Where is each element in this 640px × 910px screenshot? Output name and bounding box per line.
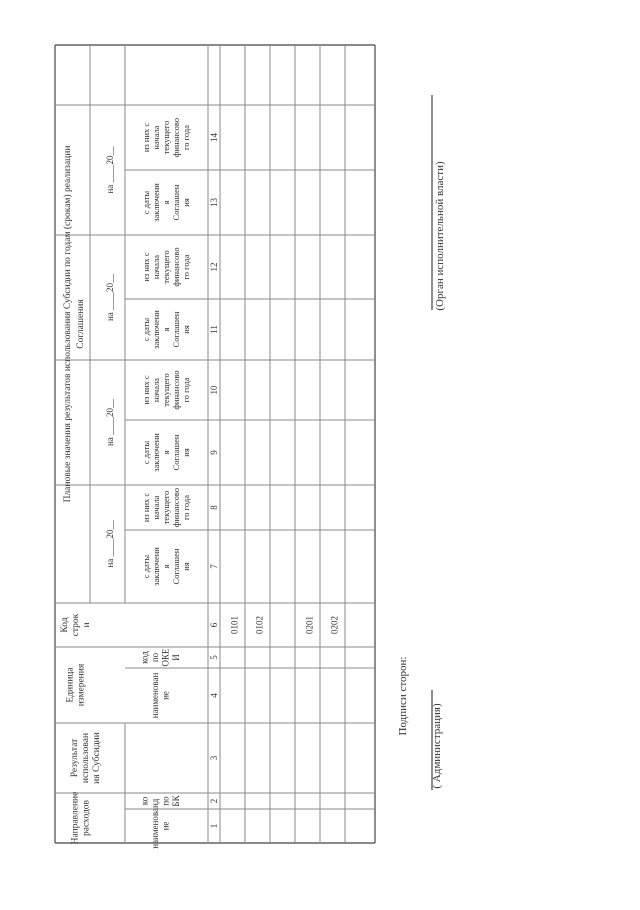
sub-from-year-3: из них сначалатекущегофинансового года — [141, 247, 191, 287]
col-number-14: 14 — [209, 133, 219, 142]
col-direction: Направлениерасходов — [70, 791, 92, 845]
col-code: Кодстроки — [60, 613, 92, 637]
period-label-2: на ____20__ — [105, 398, 115, 447]
col-unit: Единицаизмерения — [65, 663, 87, 707]
row-code-0101: 0101 — [229, 616, 240, 634]
row-code-0201: 0201 — [304, 616, 315, 634]
sub-from-date-4: с датызаключенияСоглашения — [141, 183, 191, 222]
sub-kod-bk: кодпоБК — [139, 795, 181, 807]
col-number-5: 5 — [209, 655, 219, 660]
row-code-0102: 0102 — [254, 616, 265, 634]
row-code-0202: 0202 — [329, 616, 340, 634]
col-number-10: 10 — [209, 385, 219, 395]
col-number-3: 3 — [209, 755, 219, 761]
period-label-4: на ____20__ — [105, 146, 115, 194]
col-number-12: 12 — [209, 262, 219, 272]
sub-from-date-1: с датызаключенияСоглашения — [141, 547, 191, 586]
period-label-1: на ____20__ — [105, 520, 115, 568]
sub-from-year-1: из них сначалатекущегофинансового года — [141, 487, 191, 528]
col-number-7: 7 — [209, 564, 219, 569]
signature-administration: ( Администрация) — [431, 703, 443, 789]
period-label-3: на ____20__ — [105, 273, 115, 322]
col-number-8: 8 — [209, 505, 219, 510]
sub-naimenovanie: наименование — [149, 803, 171, 849]
col-number-13: 13 — [209, 198, 219, 207]
signature-authority: (Орган исполнительной власти) — [434, 161, 446, 311]
header-main-2: Соглашения — [76, 299, 86, 349]
sub-kod-okei: кодпоОКЕИ — [139, 648, 181, 667]
header-main: Плановые значения результатов использования Субсидии по годам (срокам) реализации — [63, 145, 73, 503]
sub-from-year-2: из них сначалатекущегофинансового года — [141, 370, 191, 410]
sub-naimenovanie-unit: наименование — [149, 672, 171, 719]
col-number-9: 9 — [209, 450, 219, 455]
sub-from-year-4: из них сначалатекущегофинансового года — [141, 117, 191, 158]
col-number-11: 11 — [209, 325, 219, 334]
sub-from-date-3: с датызаключенияСоглашения — [141, 310, 191, 349]
col-number-4: 4 — [209, 693, 219, 698]
sub-from-date-2: с датызаключенияСоглашения — [141, 433, 191, 472]
col-result: Результатиспользования Субсидии — [70, 732, 102, 784]
col-number-2: 2 — [209, 798, 219, 804]
signatures-title: Подписи сторон: — [397, 656, 409, 736]
col-number-1: 1 — [209, 823, 219, 829]
col-number-6: 6 — [209, 622, 219, 628]
